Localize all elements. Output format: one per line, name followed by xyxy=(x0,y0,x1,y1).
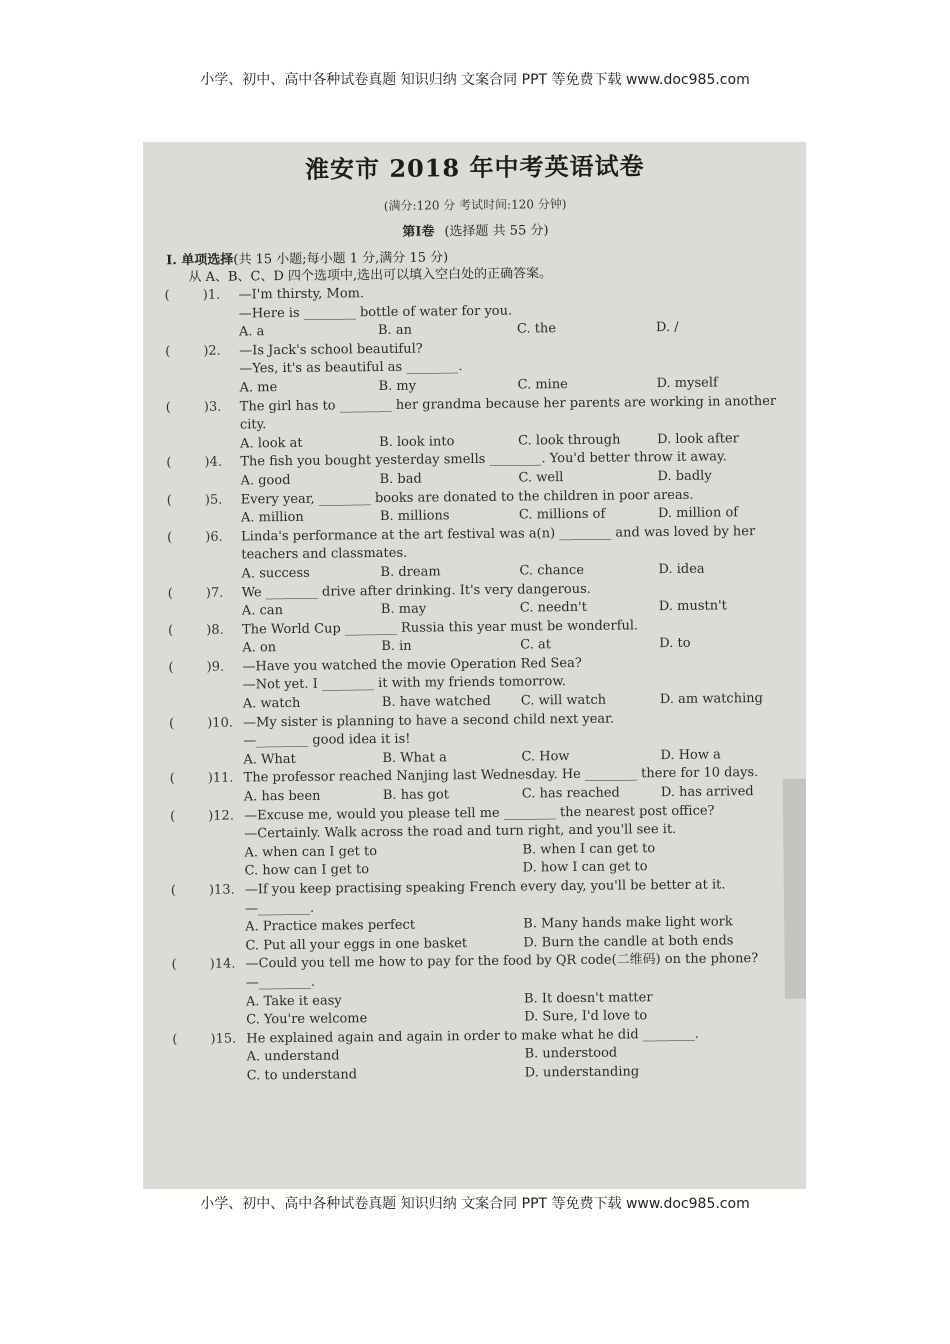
question-number: 14. xyxy=(214,956,236,973)
question-text: The girl has to ________ her grandma because her parents are working in another city. xyxy=(239,393,777,433)
answer-option: C. Put all your eggs in one basket xyxy=(245,935,468,954)
answer-bracket: ( )8. xyxy=(168,622,224,638)
answer-option: D. mustn't xyxy=(658,598,727,615)
answer-option: D. has arrived xyxy=(660,784,754,801)
question-text: —I'm thirsty, Mom. xyxy=(238,286,365,303)
answer-option: C. You're welcome xyxy=(246,1011,368,1028)
answer-bracket: ( )11. xyxy=(169,770,234,787)
question-text: —________ good idea it is! xyxy=(243,731,411,749)
question-number: 1. xyxy=(207,287,221,303)
question-number: 6. xyxy=(210,529,223,545)
question-body xyxy=(245,876,802,956)
answer-option: A. me xyxy=(239,380,278,396)
question-number: 15. xyxy=(215,1031,237,1047)
answer-option: B. have watched xyxy=(381,693,491,711)
question-item xyxy=(169,708,800,770)
answer-option: C. the xyxy=(516,321,557,337)
answer-bracket: ( )5. xyxy=(166,492,223,508)
answer-bracket: ( )4. xyxy=(166,455,223,471)
answer-option: C. chance xyxy=(519,562,585,579)
answer-option: A. when can I get to xyxy=(244,843,378,861)
question-number: 8. xyxy=(211,622,224,638)
question-text: —________. xyxy=(245,974,316,991)
answer-option: D. / xyxy=(655,320,679,336)
option-row xyxy=(246,1043,802,1086)
question-body xyxy=(246,950,803,1030)
photo-shadow xyxy=(783,778,806,998)
answer-option: D. Burn the candle at both ends xyxy=(523,933,734,951)
question-item xyxy=(167,522,798,584)
section-instruction: 从 A、B、C、D 四个选项中,选出可以填入空白处的正确答案。 xyxy=(188,266,553,286)
question-text: —Excuse me, would you please tell me ________ the nearest post office? xyxy=(243,803,715,824)
answer-bracket: ( )9. xyxy=(168,659,225,676)
answer-option: D. to xyxy=(659,636,691,652)
answer-option: D. look after xyxy=(657,430,739,447)
question-body xyxy=(242,653,799,715)
volume-label: 第Ⅰ卷 xyxy=(402,224,435,240)
answer-option: C. needn't xyxy=(519,599,587,616)
answer-option: B. It doesn't matter xyxy=(523,989,653,1007)
answer-option: A. on xyxy=(242,640,277,656)
question-item xyxy=(171,876,802,957)
question-item xyxy=(170,801,801,882)
answer-option: B. in xyxy=(381,638,412,655)
answer-option: D. How a xyxy=(660,747,721,763)
answer-bracket: ( )2. xyxy=(165,343,221,360)
option-row xyxy=(244,838,800,881)
answer-bracket: ( )1. xyxy=(164,287,221,304)
question-number: 12. xyxy=(213,808,235,824)
answer-option: C. has reached xyxy=(521,785,620,802)
answer-option: C. mine xyxy=(517,377,568,393)
answer-option: A. success xyxy=(241,565,310,582)
answer-option: B. an xyxy=(377,322,413,339)
question-body xyxy=(239,336,796,398)
answer-option: D. idea xyxy=(658,561,705,578)
answer-bracket: ( )10. xyxy=(168,715,234,731)
question-item xyxy=(165,336,796,398)
question-item xyxy=(166,392,797,454)
answer-option: B. understood xyxy=(524,1045,618,1062)
question-item xyxy=(172,950,803,1031)
answer-option: D. million of xyxy=(657,505,739,522)
site-banner-top: 小学、初中、高中各种试卷真题 知识归纳 文案合同 PPT 等免费下载 www.doc985.com xyxy=(200,72,750,88)
question-text: Linda's performance at the art festival was a(n) ________ and was loved by her teachers and classmates. xyxy=(241,523,756,563)
question-number: 5. xyxy=(209,492,223,508)
question-text: The World Cup ________ Russia this year must be wonderful. xyxy=(242,618,639,638)
answer-option: D. myself xyxy=(656,375,718,392)
question-text: —Could you tell me how to pay for the food by QR code(二维码) on the phone? xyxy=(245,951,759,972)
answer-option: A. a xyxy=(238,324,265,340)
question-text: We ________ drive after drinking. It's very dangerous. xyxy=(241,581,591,600)
question-text: —Certainly. Walk across the road and turn right, and you'll see it. xyxy=(244,822,677,842)
question-body xyxy=(241,485,797,528)
answer-option: B. when I can get to xyxy=(522,840,656,858)
answer-option: A. million xyxy=(240,509,304,526)
question-item xyxy=(168,653,799,715)
answer-option: A. has been xyxy=(243,788,321,805)
question-body xyxy=(241,522,798,584)
answer-option: B. my xyxy=(378,378,417,394)
question-text: —Have you watched the movie Operation Red Sea? xyxy=(242,655,582,675)
answer-option: C. how can I get to xyxy=(244,862,370,879)
answer-option: A. watch xyxy=(242,695,301,712)
answer-option: C. well xyxy=(518,470,564,486)
answer-option: C. look through xyxy=(518,432,621,449)
answer-option: C. millions of xyxy=(518,506,606,523)
question-number: 4. xyxy=(209,455,223,471)
answer-bracket: ( )7. xyxy=(167,585,224,601)
answer-bracket: ( )12. xyxy=(169,808,235,824)
exam-title: 淮安市 2018 年中考英语试卷 xyxy=(304,151,645,184)
answer-option: D. badly xyxy=(657,468,712,485)
answer-option: A. Practice makes perfect xyxy=(245,917,416,935)
volume-note: (选择题 共 55 分) xyxy=(444,223,549,240)
question-text: —My sister is planning to have a second child next year. xyxy=(242,711,615,731)
question-text: —If you keep practising speaking French every day, you'll be better at it. xyxy=(244,877,726,898)
section-label: Ⅰ. 单项选择 xyxy=(166,252,234,269)
exam-photo xyxy=(143,142,806,1189)
volume-heading xyxy=(144,217,806,243)
answer-option: D. am watching xyxy=(659,691,763,708)
exam-subtitle: (满分:120 分 考试时间:120 分钟) xyxy=(383,197,567,213)
question-text: The professor reached Nanjing last Wednesday. He ________ there for 10 days. xyxy=(243,765,759,786)
answer-option: A. What xyxy=(243,751,296,768)
answer-option: A. look at xyxy=(240,435,303,452)
section-note: (共 15 小题;每小题 1 分,满分 15 分) xyxy=(233,250,449,268)
question-text: Every year, ________ books are donated to the children in poor areas. xyxy=(240,487,694,507)
answer-option: C. How xyxy=(521,748,570,765)
question-body xyxy=(240,392,797,454)
answer-option: B. has got xyxy=(382,787,450,804)
question-body xyxy=(239,281,796,343)
option-row xyxy=(245,913,801,956)
answer-option: D. how I can get to xyxy=(522,859,648,876)
question-number: 2. xyxy=(208,343,221,359)
answer-option: C. to understand xyxy=(246,1067,358,1084)
answer-option: B. What a xyxy=(382,750,447,766)
question-number: 10. xyxy=(212,715,234,731)
question-text: He explained again and again in order to make what he did ________. xyxy=(246,1026,699,1047)
question-body xyxy=(243,708,800,770)
answer-bracket: ( )3. xyxy=(165,399,222,415)
question-body xyxy=(244,764,800,807)
question-text: The fish you bought yesterday smells ________. You'd better throw it away. xyxy=(240,449,727,470)
answer-option: A. understand xyxy=(246,1048,340,1065)
answer-option: C. will watch xyxy=(520,692,607,709)
question-body xyxy=(246,1024,803,1086)
answer-option: B. look into xyxy=(379,433,455,450)
answer-option: B. Many hands make light work xyxy=(523,914,733,932)
question-number: 7. xyxy=(210,585,224,601)
question-body xyxy=(240,448,796,491)
question-body xyxy=(242,615,798,658)
answer-bracket: ( )14. xyxy=(171,956,236,973)
question-body xyxy=(242,578,798,621)
exam-sheet xyxy=(143,142,806,1189)
answer-bracket: ( )13. xyxy=(170,882,235,899)
answer-option: C. at xyxy=(520,637,552,653)
question-item xyxy=(172,1024,803,1086)
question-text: —Not yet. I ________ it with my friends tomorrow. xyxy=(242,674,567,693)
answer-bracket: ( )6. xyxy=(167,529,223,545)
answer-option: A. can xyxy=(241,603,284,619)
question-number: 9. xyxy=(211,659,225,675)
question-text: —Yes, it's as beautiful as ________. xyxy=(239,359,463,377)
option-row xyxy=(246,987,802,1030)
question-list xyxy=(165,281,803,1087)
site-banner-bottom: 小学、初中、高中各种试卷真题 知识归纳 文案合同 PPT 等免费下载 www.doc985.com xyxy=(200,1196,750,1212)
question-number: 13. xyxy=(213,882,235,898)
answer-bracket: ( )15. xyxy=(172,1031,237,1047)
question-text: —Here is ________ bottle of water for you. xyxy=(238,303,513,322)
answer-option: A. Take it easy xyxy=(245,993,342,1010)
answer-option: B. bad xyxy=(379,471,422,487)
question-body xyxy=(244,801,801,881)
answer-option: B. may xyxy=(380,601,427,618)
question-number: 11. xyxy=(212,770,234,787)
answer-option: A. good xyxy=(240,472,291,489)
question-text: —________. xyxy=(244,900,315,917)
question-number: 3. xyxy=(208,399,222,415)
answer-option: B. dream xyxy=(380,564,441,580)
answer-option: D. Sure, I'd love to xyxy=(524,1008,648,1025)
question-text: —Is Jack's school beautiful? xyxy=(239,341,423,359)
answer-option: D. understanding xyxy=(524,1064,640,1081)
answer-option: B. millions xyxy=(379,508,450,525)
question-item xyxy=(165,281,796,343)
